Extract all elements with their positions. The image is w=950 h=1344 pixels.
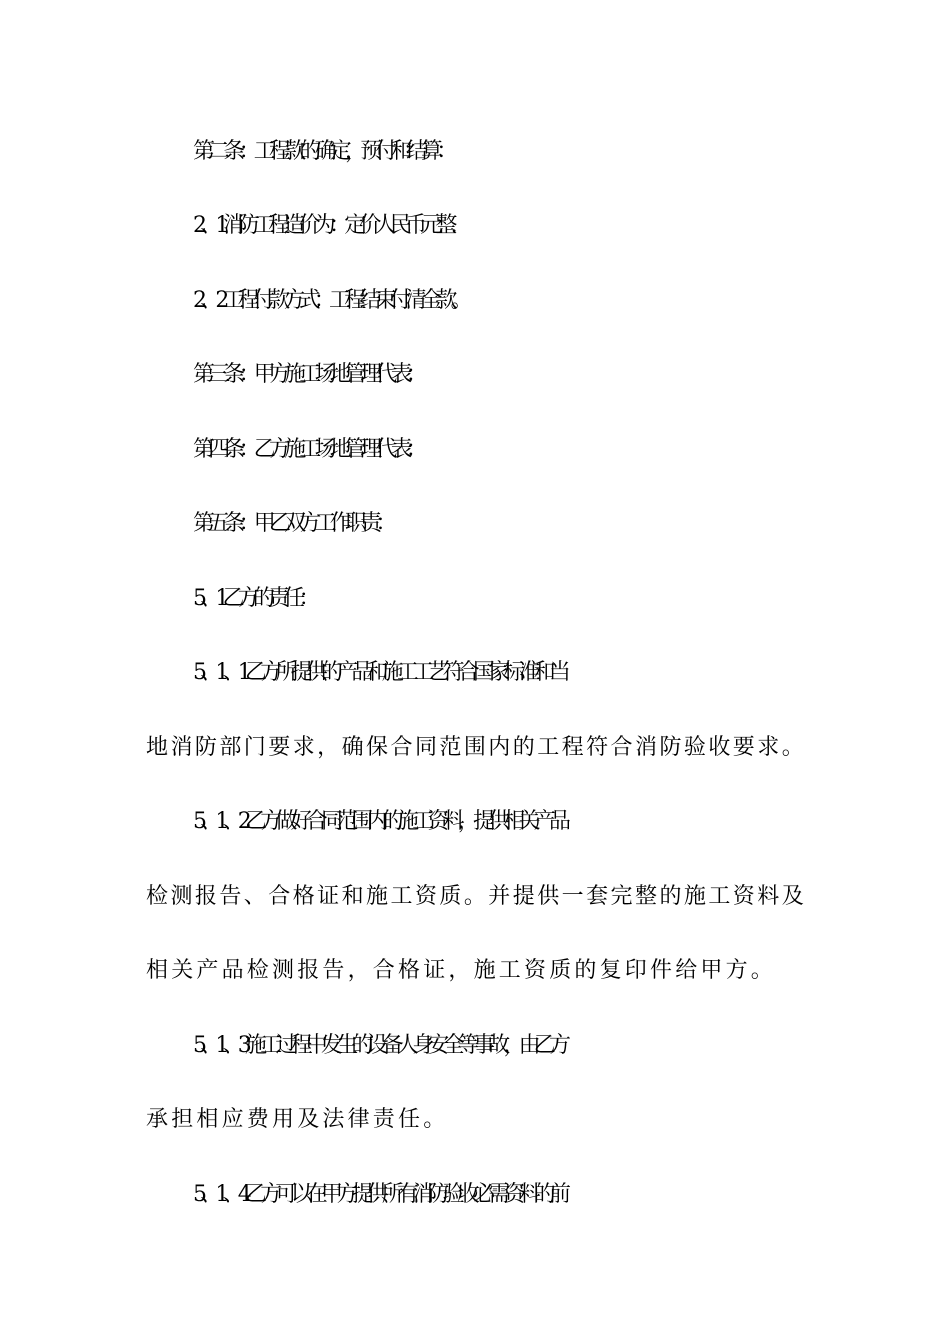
clause-2-heading: 第二条：工程款的确定，预付和结算： bbox=[193, 139, 452, 164]
clause-5-1-2-line-1: 5、1、2乙方做好合同范围内的施工资料，提供相关产品 bbox=[193, 809, 565, 834]
clause-5-1-3-line-1: 5、1、3施工过程中发生的设备人身安全等事故，由乙方 bbox=[193, 1033, 565, 1058]
clause-4-heading: 第四条：乙方施工场地管理代表： bbox=[193, 437, 422, 462]
clause-2-2: 2、2工程付款方式：工程结束付清全款。 bbox=[193, 288, 466, 313]
clause-5-1-1-line-1: 5、1、1乙方所提供的产品和施工工艺符合国家标准和当 bbox=[193, 660, 565, 685]
clause-5-1-4-line-1: 5、1、4乙方可以在甲方提供所有消防验收必需资料的前 bbox=[193, 1182, 565, 1207]
clause-5-1-heading: 5、1乙方的责任： bbox=[193, 586, 314, 611]
clause-5-heading: 第五条：甲乙双方工作职责： bbox=[193, 511, 391, 536]
clause-5-1-1-line-2: 地消防部门要求，确保合同范围内的工程符合消防验收要求。 bbox=[146, 735, 807, 760]
clause-5-1-3-line-2: 承担相应费用及法律责任。 bbox=[146, 1107, 449, 1132]
clause-5-1-2-line-3: 相关产品检测报告，合格证，施工资质的复印件给甲方。 bbox=[146, 958, 777, 983]
clause-2-1: 2、1消防工程造价为：定价人民币元整. bbox=[193, 213, 451, 238]
clause-5-1-2-line-2: 检测报告、合格证和施工资质。并提供一套完整的施工资料及 bbox=[146, 884, 807, 909]
clause-3-heading: 第三条：甲方施工场地管理代表： bbox=[193, 362, 422, 387]
